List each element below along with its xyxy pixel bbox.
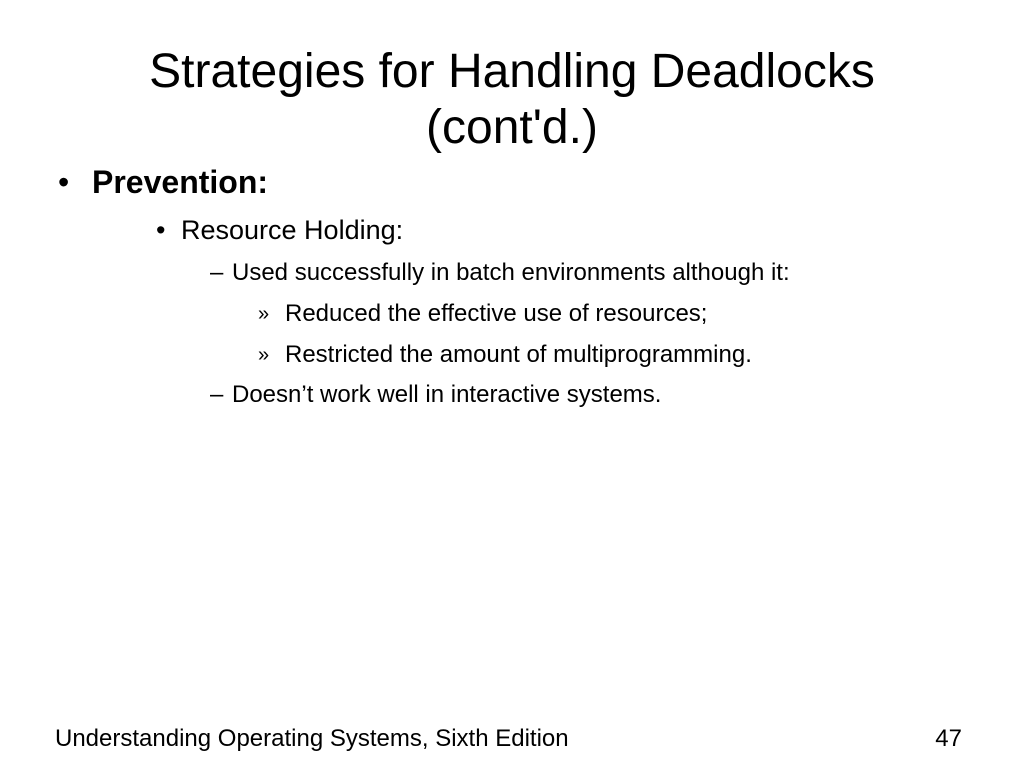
bullet-marker-prevention: •	[58, 164, 70, 200]
bullet-resource-holding: Resource Holding:	[181, 215, 404, 245]
dash-marker-interactive: –	[210, 381, 224, 408]
chevron-marker-reduced: »	[258, 303, 270, 325]
bullet-batch-environments: Used successfully in batch environments although it:	[232, 259, 790, 286]
bullet-marker-resource-holding: •	[156, 215, 166, 245]
bullet-restricted-multiprogramming: Restricted the amount of multiprogramming.	[285, 341, 752, 368]
slide-title	[0, 44, 1024, 156]
bullet-reduced-resources: Reduced the effective use of resources;	[285, 300, 708, 327]
chevron-marker-restricted: »	[258, 344, 270, 366]
footer-book-title: Understanding Operating Systems, Sixth Edition	[55, 725, 569, 752]
dash-marker-batch: –	[210, 259, 224, 286]
bullet-interactive-systems: Doesn’t work well in interactive systems.	[232, 381, 662, 408]
slide-title-line-2: (cont'd.)	[426, 101, 598, 154]
slide-title-line-1: Strategies for Handling Deadlocks	[149, 45, 875, 98]
footer-page-number: 47	[935, 725, 962, 752]
bullet-prevention: Prevention:	[92, 164, 269, 200]
